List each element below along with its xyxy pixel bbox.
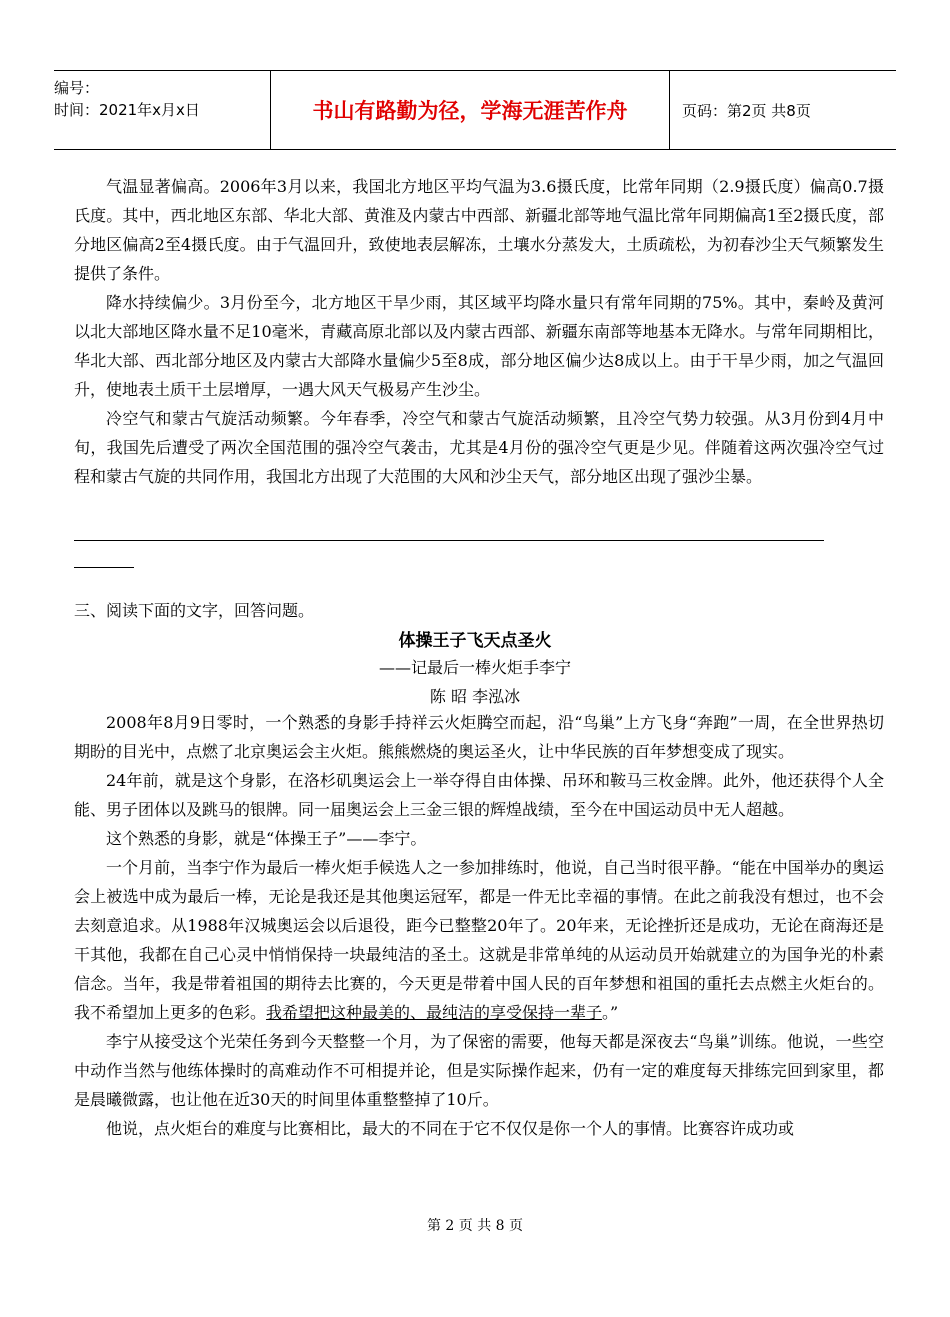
divider-line-short	[74, 567, 134, 568]
article-paragraph-1: 2008年8月9日零时，一个熟悉的身影手持祥云火炬腾空而起，沿“鸟巢”上方飞身“奔跑”一周，在全世界热切期盼的目光中，点燃了北京奥运会主火炬。熊熊燃烧的奥运圣火，让中华民族的百年梦想变成了现实。	[74, 713, 884, 761]
article-body	[74, 708, 884, 1143]
intro-paragraph-1: 气温显著偏高。2006年3月以来，我国北方地区平均气温为3.6摄氏度，比常年同期（2.9摄氏度）偏高0.7摄氏度。其中，西北地区东部、华北大部、黄淮及内蒙古中西部、新疆北部等地气温比常年同期偏高1至2摄氏度，部分地区偏高2至4摄氏度。由于气温回升，致使地表层解冻，土壤水分蒸发大，土质疏松，为初春沙尘天气频繁发生提供了条件。	[74, 177, 884, 283]
article-authors: 陈 昭 李泓冰	[429, 687, 521, 706]
page-footer: 第 2 页 共 8 页	[426, 1218, 524, 1234]
divider-line	[74, 540, 824, 541]
intro-paragraph-3: 冷空气和蒙古气旋活动频繁。今年春季，冷空气和蒙古气旋活动频繁，且冷空气势力较强。从3月份到4月中旬，我国先后遭受了两次全国范围的强冷空气袭击，尤其是4月份的强冷空气更是少见。伴随着这两次强冷空气过程和蒙古气旋的共同作用，我国北方出现了大范围的大风和沙尘天气，部分地区出现了强沙尘暴。	[74, 409, 884, 486]
article-paragraph-2: 24年前，就是这个身影，在洛杉矶奥运会上一举夺得自由体操、吊环和鞍马三枚金牌。此外，他还获得个人全能、男子团体以及跳马的银牌。同一届奥运会上三金三银的辉煌战绩，至今在中国运动员中无人超越。	[74, 771, 884, 819]
article-paragraph-5: 李宁从接受这个光荣任务到今天整整一个月，为了保密的需要，他每天都是深夜去“鸟巢”训练。他说，一些空中动作当然与他练体操时的高难动作不可相提并论，但是实际操作起来，仍有一定的难度每天排练完回到家里，都是晨曦微露，也让他在近30天的时间里体重整整掉了10斤。	[74, 1032, 884, 1109]
header-motto: 书山有路勤为径，学海无涯苦作舟	[270, 71, 670, 149]
article-paragraph-6: 他说，点火炬台的难度与比赛相比，最大的不同在于它不仅仅是你一个人的事情。比赛容许成功或	[106, 1119, 795, 1138]
header-page-info: 页码：第2页 共8页	[682, 101, 811, 120]
paragraph-4-end: 。”	[602, 1003, 619, 1022]
article-paragraph-4	[74, 853, 884, 1027]
header-table	[54, 70, 896, 150]
article-subtitle: ——记最后一棒火炬手李宁	[378, 658, 571, 677]
article-paragraph-3: 这个熟悉的身影，就是“体操王子”——李宁。	[106, 829, 427, 848]
number-label: 编号：	[54, 79, 100, 97]
intro-paragraph-2: 降水持续偏少。3月份至今，北方地区干旱少雨，其区域平均降水量只有常年同期的75%。其中，秦岭及黄河以北大部地区降水量不足10毫米，青藏高原北部以及内蒙古西部、新疆东南部等地基本无降水。与常年同期相比，华北大部、西北部分地区及内蒙古大部降水量偏少5至8成，部分地区偏少达8成以上。由于干旱少雨，加之气温回升，使地表土质干土层增厚，一遇大风天气极易产生沙尘。	[74, 293, 884, 399]
intro-text	[74, 172, 884, 491]
time-label: 时间：2021年x月x日	[54, 101, 200, 119]
underlined-sentence: 我希望把这种最美的、最纯洁的享受保持一辈子	[266, 1003, 603, 1022]
article-title: 体操王子飞天点圣火	[398, 631, 552, 651]
header-left-cell	[54, 71, 270, 149]
question-heading: 三、阅读下面的文字，回答问题。	[74, 601, 315, 620]
paragraph-4-text: 一个月前，当李宁作为最后一棒火炬手候选人之一参加排练时，他说，自己当时很平静。“能在中国举办的奥运会上被选中成为最后一棒，无论是我还是其他奥运冠军，都是一件无比幸福的事情。在此之前我没有想过，也不会去刻意追求。从1988年汉城奥运会以后退役，距今已整整20年了。20年来，无论挫折还是成功，无论在商海还是干其他，我都在自己心灵中悄悄保持一块最纯洁的圣土。这就是非常单纯的从运动员开始就建立的为国争光的朴素信念。当年，我是带着祖国的期待去比赛的，今天更是带着中国人民的百年梦想和祖国的重托去点燃主火炬台的。我不希望加上更多的色彩。	[74, 858, 884, 1022]
